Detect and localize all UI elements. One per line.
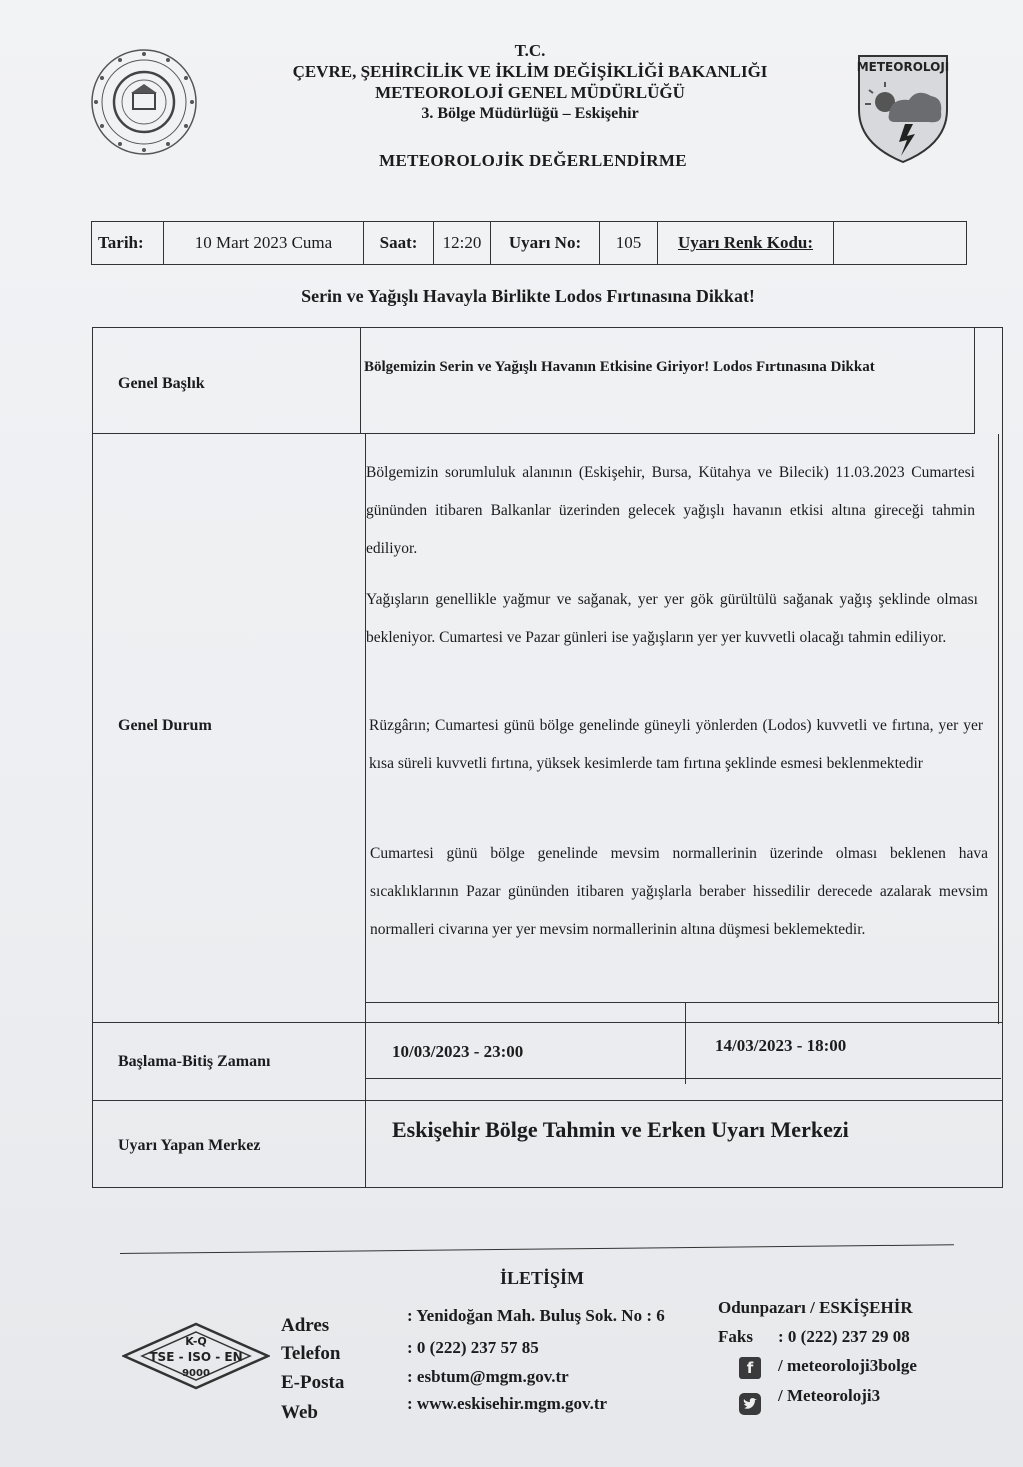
facebook-icon: f bbox=[739, 1357, 761, 1379]
twitter-handle[interactable]: / Meteoroloji3 bbox=[778, 1386, 881, 1405]
quality-logo-line-2: TSE - ISO - EN bbox=[149, 1350, 243, 1364]
period-label: Başlama-Bitiş Zamanı bbox=[118, 1053, 271, 1070]
meteorology-logo-icon bbox=[855, 52, 951, 164]
phone-value: : 0 (222) 237 57 85 bbox=[407, 1338, 539, 1357]
letterhead bbox=[250, 40, 810, 124]
start-time: 10/03/2023 - 23:00 bbox=[392, 1042, 524, 1061]
ministry-seal-icon bbox=[90, 48, 198, 156]
quality-logo-line-1: K-Q bbox=[185, 1335, 207, 1348]
center-label: Uyarı Yapan Merkez bbox=[118, 1137, 261, 1154]
warning-no-label: Uyarı No: bbox=[491, 222, 600, 264]
warning-subject: Serin ve Yağışlı Havayla Birlikte Lodos Fırtınasına Dikkat! bbox=[301, 286, 755, 306]
address-value: : Yenidoğan Mah. Buluş Sok. No : 6 bbox=[407, 1306, 665, 1325]
status-paragraph-2: Yağışların genellikle yağmur ve sağanak, yer yer gök gürültülü sağanak yağış şeklinde olması bekleniyor. Cumartesi ve Pazar günleri ise yağışların yer yer kuvvetli olacağı tahmin ediliyor. bbox=[366, 591, 978, 646]
quality-certification-logo-icon bbox=[122, 1322, 270, 1390]
date-label: Tarih: bbox=[92, 222, 164, 264]
header-ministry: ÇEVRE, ŞEHİRCİLİK VE İKLİM DEĞİŞİKLİĞİ BAKANLIĞI bbox=[292, 62, 768, 81]
end-time: 14/03/2023 - 18:00 bbox=[715, 1036, 847, 1055]
email-value[interactable]: : esbtum@mgm.gov.tr bbox=[407, 1367, 569, 1386]
status-paragraph-4: Cumartesi günü bölge genelinde mevsim normallerinin üzerinde olması beklenen hava sıcaklıklarının Pazar gününden itibaren yağışlarla beraber hissedilir derecede azalarak mevsim normalleri civarına yer yer mevsim normallerinin altına düşmesi beklemektedir. bbox=[370, 845, 988, 938]
color-code-value bbox=[834, 222, 964, 264]
web-label: Web bbox=[281, 1402, 318, 1423]
time-value: 12:20 bbox=[434, 222, 491, 264]
contact-heading: İLETİŞİM bbox=[500, 1268, 585, 1288]
warning-info-bar bbox=[91, 221, 967, 265]
district-value: Odunpazarı / ESKİŞEHİR bbox=[718, 1298, 913, 1317]
time-label: Saat: bbox=[364, 222, 434, 264]
status-paragraph-3: Rüzgârın; Cumartesi günü bölge genelinde güneyli yönlerden (Lodos) kuvvetli ve fırtına, yer yer kısa süreli kuvvetli fırtına, yüksek kesimlerde tam fırtına şeklinde esmesi beklenmektedir bbox=[369, 717, 983, 772]
center-value: Eskişehir Bölge Tahmin ve Erken Uyarı Merkezi bbox=[392, 1117, 849, 1142]
quality-logo-line-3: 9000 bbox=[182, 1368, 210, 1379]
phone-label: Telefon bbox=[281, 1343, 341, 1364]
twitter-icon bbox=[739, 1393, 761, 1415]
status-paragraph-1: Bölgemizin sorumluluk alanının (Eskişehir, Bursa, Kütahya ve Bilecik) 11.03.2023 Cumartesi gününden itibaren Balkanlar üzerinden gelecek yağışlı havanın etkisi altına gireceği tahmin ediliyor. bbox=[366, 464, 975, 557]
header-directorate: METEOROLOJİ GENEL MÜDÜRLÜĞÜ bbox=[375, 83, 685, 102]
document-title: METEOROLOJİK DEĞERLENDİRME bbox=[379, 151, 687, 170]
color-code-label: Uyarı Renk Kodu: bbox=[658, 222, 834, 264]
footer-divider bbox=[120, 1244, 954, 1254]
fax-label: Faks bbox=[718, 1327, 753, 1346]
general-title-label: Genel Başlık bbox=[118, 375, 205, 392]
general-title-value: Bölgemizin Serin ve Yağışlı Havanın Etkisine Giriyor! Lodos Fırtınasına Dikkat bbox=[364, 359, 875, 375]
facebook-handle[interactable]: / meteoroloji3bolge bbox=[778, 1356, 917, 1375]
address-label: Adres bbox=[281, 1315, 330, 1336]
warning-no-value: 105 bbox=[600, 222, 658, 264]
logo-text: METEOROLOJİ bbox=[856, 60, 950, 74]
web-value[interactable]: : www.eskisehir.mgm.gov.tr bbox=[407, 1394, 608, 1413]
header-region: 3. Bölge Müdürlüğü – Eskişehir bbox=[421, 105, 639, 122]
header-tc: T.C. bbox=[514, 41, 546, 60]
email-label: E-Posta bbox=[281, 1372, 345, 1393]
general-status-label: Genel Durum bbox=[118, 717, 212, 734]
date-value: 10 Mart 2023 Cuma bbox=[164, 222, 364, 264]
fax-value: : 0 (222) 237 29 08 bbox=[778, 1327, 910, 1346]
